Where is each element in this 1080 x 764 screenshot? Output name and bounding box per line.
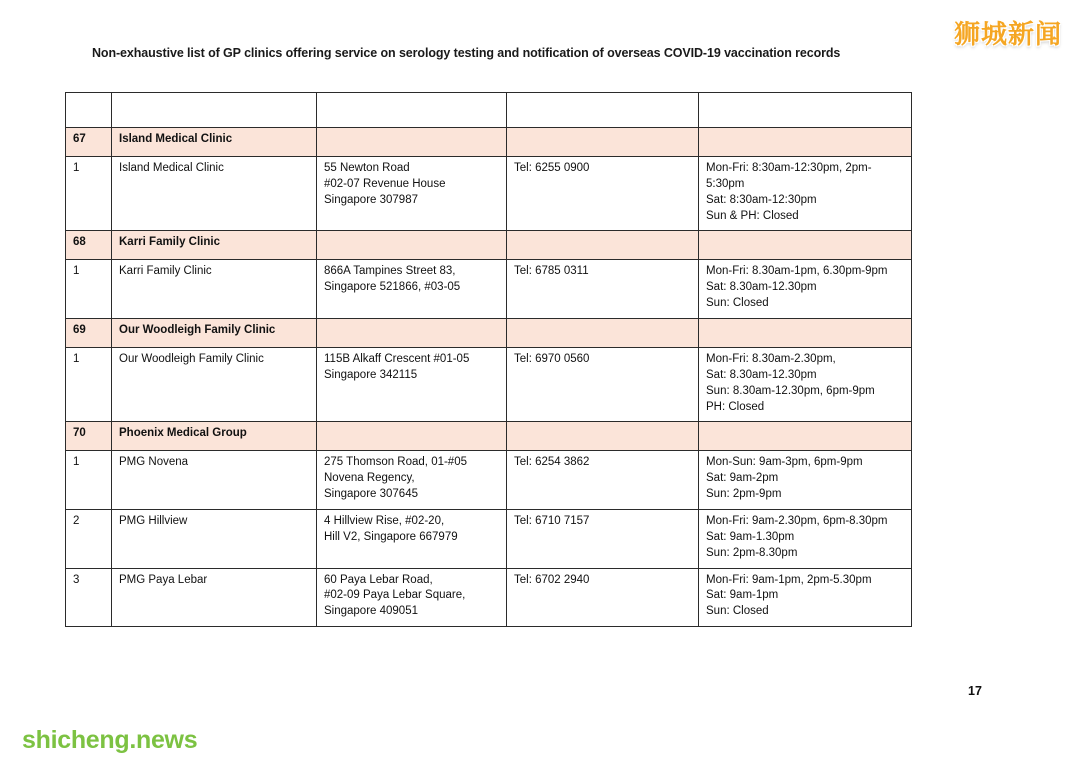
cell-clinic-name: Phoenix Medical Group: [112, 422, 317, 451]
table-group-row: [66, 319, 912, 348]
table-row: [66, 510, 912, 569]
cell-opening-hours: [699, 231, 912, 260]
chinese-watermark: 狮城新闻: [953, 20, 1062, 50]
cell-telephone: [507, 319, 699, 348]
table-row: [66, 348, 912, 422]
cell-clinic-name: Island Medical Clinic: [112, 157, 317, 231]
cell-index: 3: [66, 568, 112, 627]
cell-index: 67: [66, 128, 112, 157]
cell-clinic-name: Karri Family Clinic: [112, 231, 317, 260]
cell-index: 2: [66, 510, 112, 569]
cell-telephone: Tel: 6255 0900: [507, 157, 699, 231]
table-group-row: [66, 128, 912, 157]
cell-telephone: Tel: 6254 3862: [507, 451, 699, 510]
cell-telephone: [507, 93, 699, 128]
clinic-listing-table: [65, 92, 912, 627]
cell-index: 1: [66, 348, 112, 422]
cell-address: 60 Paya Lebar Road, #02-09 Paya Lebar Square, Singapore 409051: [317, 568, 507, 627]
cell-address: [317, 422, 507, 451]
cell-telephone: Tel: 6702 2940: [507, 568, 699, 627]
cell-address: [317, 231, 507, 260]
cell-opening-hours: Mon-Fri: 9am-2.30pm, 6pm-8.30pm Sat: 9am-1.30pm Sun: 2pm-8.30pm: [699, 510, 912, 569]
cell-index: [66, 93, 112, 128]
cell-opening-hours: Mon-Fri: 8.30am-2.30pm, Sat: 8.30am-12.30pm Sun: 8.30am-12.30pm, 6pm-9pm PH: Closed: [699, 348, 912, 422]
table-row: [66, 451, 912, 510]
cell-clinic-name: [112, 93, 317, 128]
table-group-row: [66, 422, 912, 451]
cell-address: 275 Thomson Road, 01-#05 Novena Regency, Singapore 307645: [317, 451, 507, 510]
cell-opening-hours: Mon-Sun: 9am-3pm, 6pm-9pm Sat: 9am-2pm Sun: 2pm-9pm: [699, 451, 912, 510]
table-row: [66, 157, 912, 231]
cell-telephone: Tel: 6970 0560: [507, 348, 699, 422]
cell-opening-hours: Mon-Fri: 8.30am-1pm, 6.30pm-9pm Sat: 8.30am-12.30pm Sun: Closed: [699, 260, 912, 319]
cell-clinic-name: PMG Paya Lebar: [112, 568, 317, 627]
cell-index: 1: [66, 260, 112, 319]
cell-clinic-name: PMG Hillview: [112, 510, 317, 569]
cell-opening-hours: [699, 128, 912, 157]
cell-address: [317, 128, 507, 157]
page-number: 17: [968, 684, 982, 698]
cell-address: 866A Tampines Street 83, Singapore 521866, #03-05: [317, 260, 507, 319]
cell-clinic-name: Island Medical Clinic: [112, 128, 317, 157]
cell-telephone: [507, 231, 699, 260]
table-row: [66, 568, 912, 627]
cell-telephone: Tel: 6710 7157: [507, 510, 699, 569]
table-group-row: [66, 231, 912, 260]
site-watermark: shicheng.news: [22, 726, 198, 754]
cell-address: [317, 319, 507, 348]
cell-clinic-name: Our Woodleigh Family Clinic: [112, 319, 317, 348]
cell-address: 4 Hillview Rise, #02-20, Hill V2, Singapore 667979: [317, 510, 507, 569]
page-title: Non-exhaustive list of GP clinics offering service on serology testing and notification of overseas COVID-19 vaccination records: [92, 46, 841, 60]
cell-index: 70: [66, 422, 112, 451]
cell-index: 69: [66, 319, 112, 348]
cell-index: 68: [66, 231, 112, 260]
cell-index: 1: [66, 451, 112, 510]
table-row: [66, 260, 912, 319]
cell-opening-hours: Mon-Fri: 8:30am-12:30pm, 2pm-5:30pm Sat: 8:30am-12:30pm Sun & PH: Closed: [699, 157, 912, 231]
cell-telephone: [507, 128, 699, 157]
table-header-row: [66, 93, 912, 128]
cell-address: [317, 93, 507, 128]
cell-opening-hours: [699, 319, 912, 348]
cell-telephone: Tel: 6785 0311: [507, 260, 699, 319]
cell-telephone: [507, 422, 699, 451]
cell-address: 55 Newton Road #02-07 Revenue House Singapore 307987: [317, 157, 507, 231]
cell-address: 115B Alkaff Crescent #01-05 Singapore 342115: [317, 348, 507, 422]
cell-opening-hours: Mon-Fri: 9am-1pm, 2pm-5.30pm Sat: 9am-1pm Sun: Closed: [699, 568, 912, 627]
cell-index: 1: [66, 157, 112, 231]
cell-clinic-name: PMG Novena: [112, 451, 317, 510]
cell-clinic-name: Karri Family Clinic: [112, 260, 317, 319]
table-body: [66, 93, 912, 627]
cell-opening-hours: [699, 422, 912, 451]
cell-clinic-name: Our Woodleigh Family Clinic: [112, 348, 317, 422]
cell-opening-hours: [699, 93, 912, 128]
